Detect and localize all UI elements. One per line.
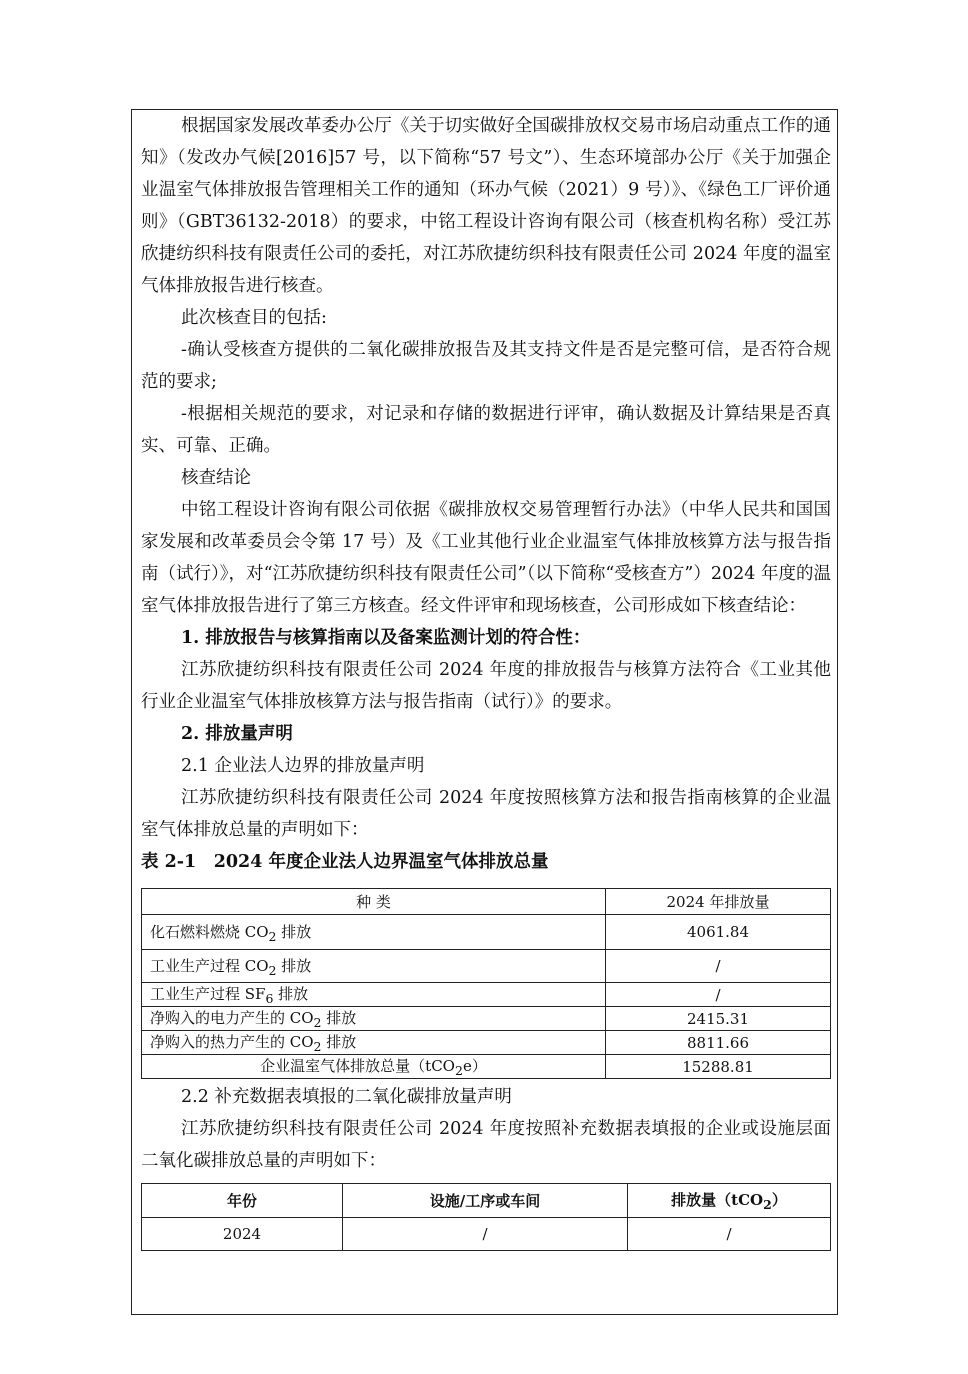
row-label: 化石燃料燃烧 $CO_2$ 排放 <box>142 915 606 950</box>
table-total-row <box>142 1055 831 1079</box>
table-row <box>142 1007 831 1031</box>
purpose-heading: 此次核查目的包括: <box>181 308 327 328</box>
cell-year: 2024 <box>142 1218 343 1251</box>
table-header-category: 种 类 <box>142 889 606 915</box>
document-body <box>141 110 831 1251</box>
row-label: 工业生产过程 $CO_2$ 排放 <box>142 950 606 983</box>
row-value: 8811.66 <box>606 1031 831 1055</box>
total-value: 15288.81 <box>606 1055 831 1079</box>
table-row <box>142 1031 831 1055</box>
row-value: 2415.31 <box>606 1007 831 1031</box>
conclusion-heading: 核查结论 <box>181 468 251 488</box>
header-facility: 设施/工序或车间 <box>343 1184 628 1218</box>
row-label: 净购入的电力产生的 $CO_2$ 排放 <box>142 1007 606 1031</box>
purpose-item-1: -确认受核查方提供的二氧化碳排放报告及其支持文件是否是完整可信，是否符合规范的要求; <box>141 340 831 392</box>
total-label: 企业温室气体排放总量（tCO$_2$e） <box>142 1055 606 1079</box>
section-2-1-heading: 2.1 企业法人边界的排放量声明 <box>181 756 425 776</box>
section-2-2-paragraph: 江苏欣捷纺织科技有限责任公司 2024 年度按照补充数据表填报的企业或设施层面二氧化碳排放总量的声明如下： <box>141 1119 831 1171</box>
row-value: / <box>606 983 831 1007</box>
table-row <box>142 983 831 1007</box>
intro-paragraph: 根据国家发展改革委办公厅《关于切实做好全国碳排放权交易市场启动重点工作的通知》（发改办气候[2016]57 号，以下简称“57 号文”）、生态环境部办公厅《关于加强企业温室气体排放报告管理相关工作的通知（环办气候（2021）9 号）》、《绿色工厂评价通则》（GBT36132-2018）的要求，中铭工程设计咨询有限公司（核查机构名称）受江苏欣捷纺织科技有限责任公司的委托，对江苏欣捷纺织科技有限责任公司 2024 年度的温室气体排放报告进行核查。 <box>141 116 831 296</box>
section-2-2-heading: 2.2 补充数据表填报的二氧化碳排放量声明 <box>181 1087 512 1107</box>
section-1-paragraph: 江苏欣捷纺织科技有限责任公司 2024 年度的排放报告与核算方法符合《工业其他行业企业温室气体排放核算方法与报告指南（试行）》的要求。 <box>141 660 831 712</box>
table-row <box>142 950 831 983</box>
cell-facility: / <box>343 1218 628 1251</box>
table-header-row <box>142 1184 831 1218</box>
row-label: 净购入的热力产生的 $CO_2$ 排放 <box>142 1031 606 1055</box>
table-1-caption: 表 2-1 2024 年度企业法人边界温室气体排放总量 <box>141 852 549 872</box>
cell-emission: / <box>628 1218 831 1251</box>
section-1-heading: 1. 排放报告与核算指南以及备案监测计划的符合性： <box>181 628 591 648</box>
header-year: 年份 <box>142 1184 343 1218</box>
conclusion-paragraph: 中铭工程设计咨询有限公司依据《碳排放权交易管理暂行办法》（中华人民共和国国家发展和改革委员会令第 17 号）及《工业其他行业企业温室气体排放核算方法与报告指南（试行）》，对“江苏欣捷纺织科技有限责任公司”（以下简称“受核查方”）2024 年度的温室气体排放报告进行了第三方核查。经文件评审和现场核查，公司形成如下核查结论： <box>141 500 831 616</box>
row-label: 工业生产过程 $SF_6$ 排放 <box>142 983 606 1007</box>
table-row <box>142 1218 831 1251</box>
header-emission: 排放量（tCO$_2$） <box>628 1184 831 1218</box>
emissions-table <box>141 888 831 1079</box>
section-2-heading: 2. 排放量声明 <box>181 724 293 744</box>
supplementary-table <box>141 1183 831 1251</box>
row-value: 4061.84 <box>606 915 831 950</box>
table-row <box>142 915 831 950</box>
purpose-item-2: -根据相关规范的要求，对记录和存储的数据进行评审，确认数据及计算结果是否真实、可靠、正确。 <box>141 404 831 456</box>
row-value: / <box>606 950 831 983</box>
section-2-1-paragraph: 江苏欣捷纺织科技有限责任公司 2024 年度按照核算方法和报告指南核算的企业温室气体排放总量的声明如下： <box>141 788 831 840</box>
table-header-row <box>142 889 831 915</box>
table-header-value: 2024 年排放量 <box>606 889 831 915</box>
